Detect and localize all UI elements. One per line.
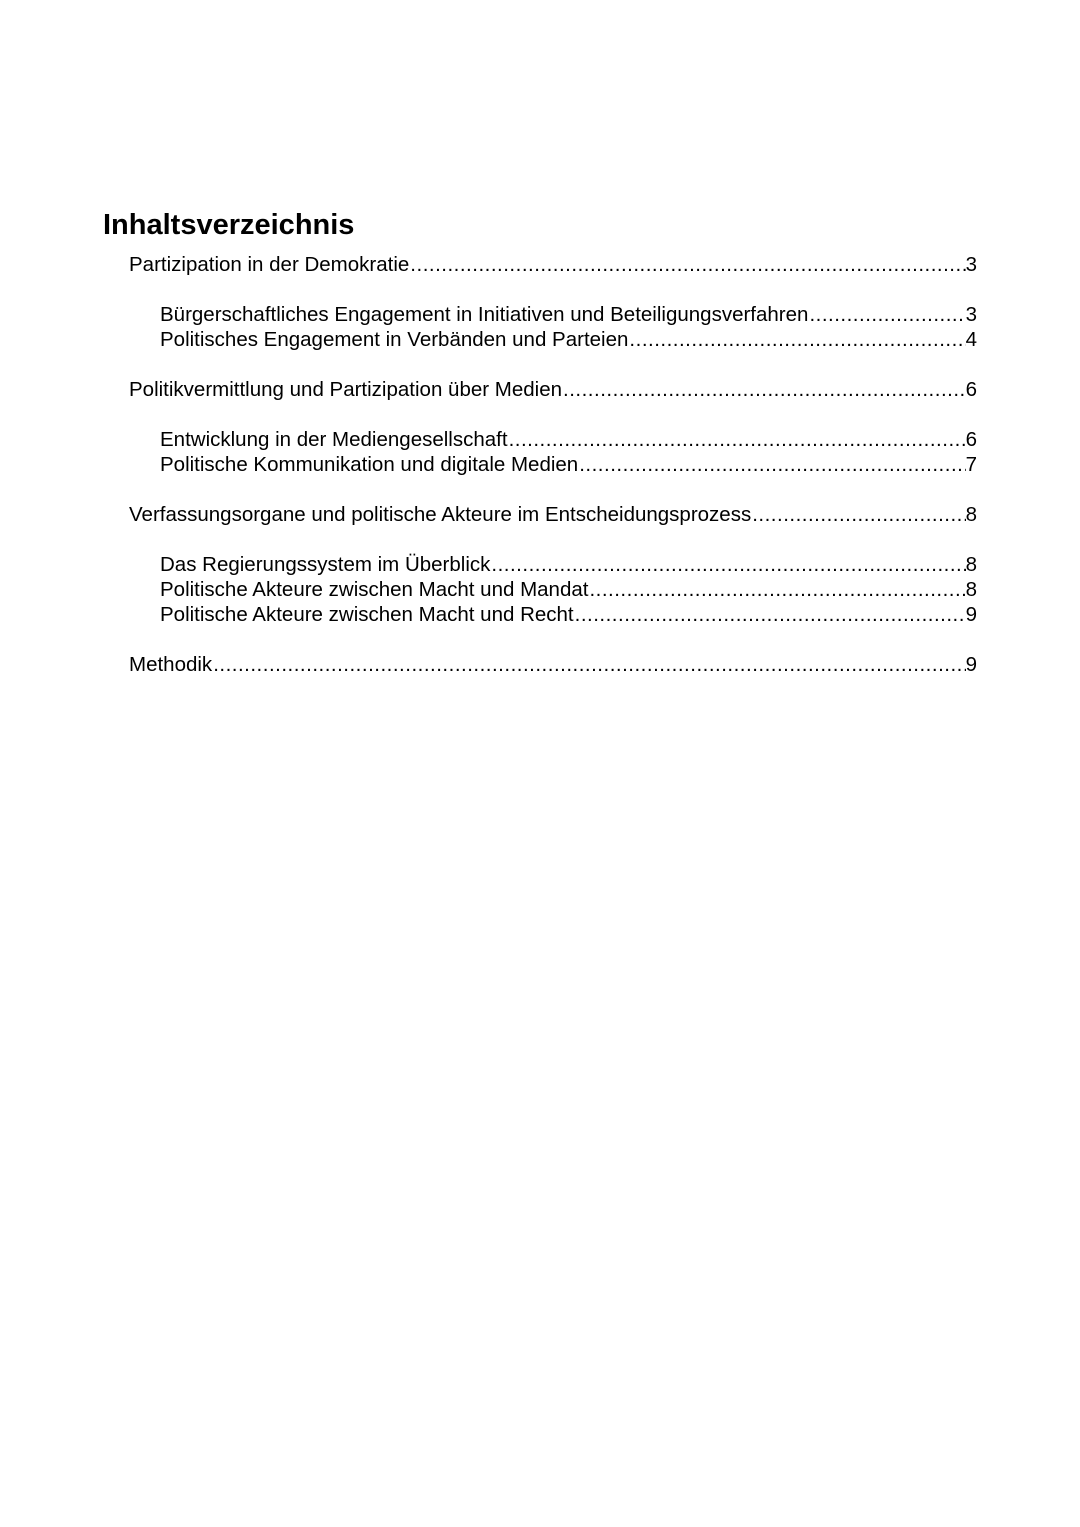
toc-entry[interactable]	[160, 577, 977, 603]
dot-leader	[575, 602, 966, 628]
dot-leader	[410, 252, 965, 278]
toc-entry-page: 3	[965, 303, 977, 326]
toc-entry[interactable]	[129, 652, 977, 678]
toc-entry[interactable]	[160, 302, 977, 328]
toc-entry-label: Methodik	[129, 653, 213, 676]
toc-entry-page: 9	[965, 653, 977, 676]
toc-entry-page: 7	[965, 453, 977, 476]
toc-entry-label: Politikvermittlung und Partizipation über Medien	[129, 378, 563, 401]
toc-entry[interactable]	[160, 327, 977, 353]
dot-leader	[752, 502, 965, 528]
toc-entry-label: Verfassungsorgane und politische Akteure im Entscheidungsprozess	[129, 503, 752, 526]
toc-entry-page: 8	[965, 578, 977, 601]
toc-entry-label: Das Regierungssystem im Überblick	[160, 553, 491, 576]
toc-entry-page: 9	[965, 603, 977, 626]
dot-leader	[563, 377, 966, 403]
dot-leader	[491, 552, 965, 578]
toc-entry-label: Politisches Engagement in Verbänden und Parteien	[160, 328, 629, 351]
toc-entry[interactable]	[129, 377, 977, 403]
dot-leader	[809, 302, 965, 328]
toc-entry-label: Bürgerschaftliches Engagement in Initiativen und Beteiligungsverfahren	[160, 303, 809, 326]
toc-entry-page: 4	[965, 328, 977, 351]
toc-entry-page: 6	[965, 428, 977, 451]
toc-entry-page: 8	[965, 553, 977, 576]
toc-entry[interactable]	[129, 252, 977, 278]
toc-entry-label: Entwicklung in der Mediengesellschaft	[160, 428, 508, 451]
dot-leader	[579, 452, 965, 478]
toc-entry-label: Partizipation in der Demokratie	[129, 253, 410, 276]
toc-entry[interactable]	[160, 452, 977, 478]
dot-leader	[509, 427, 966, 453]
toc-entry-page: 3	[965, 253, 977, 276]
toc-entry-page: 8	[965, 503, 977, 526]
dot-leader	[589, 577, 965, 603]
dot-leader	[213, 652, 965, 678]
toc-entry[interactable]	[160, 602, 977, 628]
toc-entry-label: Politische Akteure zwischen Macht und Recht	[160, 603, 574, 626]
toc-entry-label: Politische Kommunikation und digitale Medien	[160, 453, 579, 476]
toc-title: Inhaltsverzeichnis	[103, 209, 355, 241]
toc-entry-page: 6	[965, 378, 977, 401]
dot-leader	[629, 327, 965, 353]
toc-entry[interactable]	[129, 502, 977, 528]
toc-entry-label: Politische Akteure zwischen Macht und Mandat	[160, 578, 589, 601]
toc-entry[interactable]	[160, 427, 977, 453]
toc-entry[interactable]	[160, 552, 977, 578]
